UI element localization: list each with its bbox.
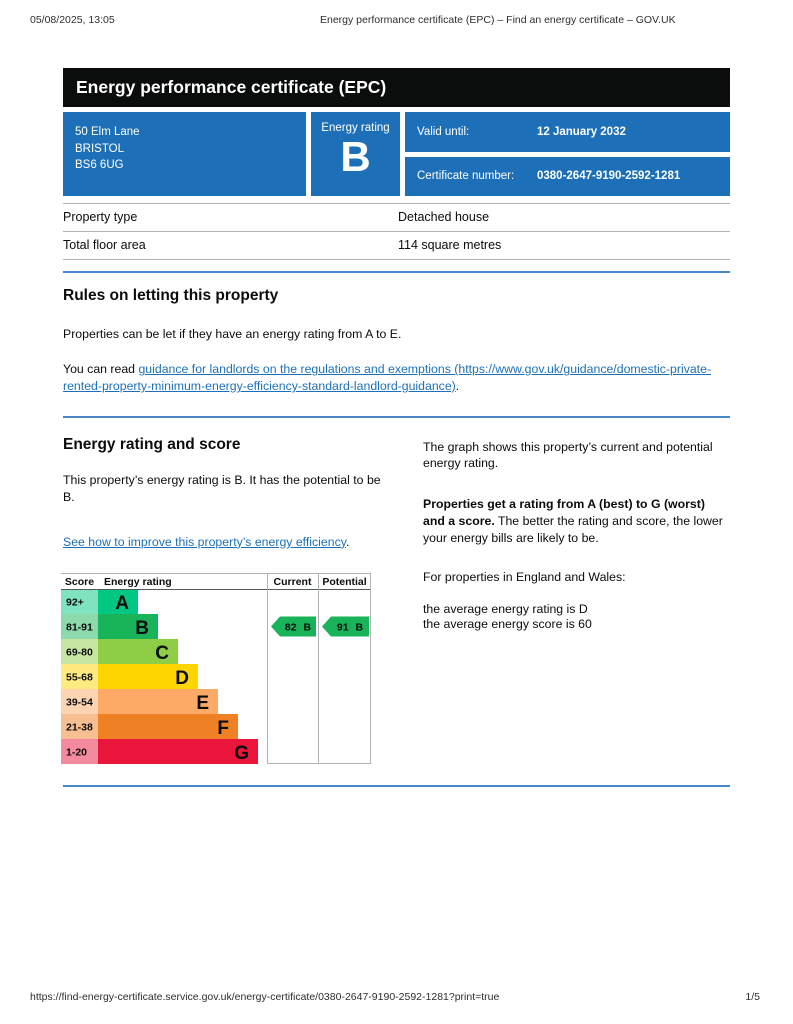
certificate-number-box — [405, 157, 730, 197]
floor-area-value: 114 square metres — [398, 238, 502, 252]
table-row — [63, 204, 730, 232]
certificate-summary — [63, 112, 730, 196]
energy-rating-value: B — [340, 133, 371, 180]
page-title-banner — [63, 68, 730, 107]
score-range-label: 92+ — [66, 596, 84, 608]
rating-explainer-para — [423, 496, 730, 546]
rating-left-column — [63, 436, 393, 769]
letting-rules-heading: Rules on letting this property — [63, 287, 279, 304]
potential-rating-value: 91 B — [336, 620, 364, 633]
validity-column — [405, 112, 730, 196]
energy-rating-label: Energy rating — [321, 122, 390, 134]
print-page-number: 1/5 — [745, 991, 760, 1003]
energy-rating-box — [311, 112, 400, 196]
property-type-value: Detached house — [398, 210, 490, 224]
band-letter-b: B — [135, 617, 149, 639]
rating-section-heading: Energy rating and score — [63, 435, 241, 453]
property-details-table — [63, 203, 730, 260]
rating-summary-para: This property’s energy rating is B. It has the potential to be B. — [63, 473, 381, 505]
print-url: https://find-energy-certificate.service.gov.uk/energy-certificate/0380-2647-9190-2592-1281?print=true — [30, 991, 500, 1003]
score-range-label: 1-20 — [66, 746, 88, 758]
letting-rules-para: Properties can be let if they have an energy rating from A to E. — [63, 326, 402, 341]
chart-column-header: Score — [64, 575, 95, 588]
valid-until-label: Valid until: — [417, 125, 470, 138]
letting-guidance-prefix: You can read — [63, 362, 139, 377]
average-rating-line: the average energy rating is D — [423, 602, 588, 617]
certificate-number-label: Certificate number: — [417, 170, 515, 183]
chart-column-header: Potential — [322, 575, 367, 588]
certificate-number-value: 0380-2647-9190-2592-1281 — [537, 170, 681, 183]
band-letter-e: E — [196, 692, 209, 714]
property-address-box — [63, 112, 306, 196]
band-letter-a: A — [115, 592, 129, 614]
improve-efficiency-link[interactable]: See how to improve this property’s energy efficiency — [63, 534, 346, 549]
rating-explainer-bold: Properties get a rating from A (best) to G (worst) and a score. — [423, 497, 705, 528]
address-line-1: 50 Elm Lane — [75, 126, 140, 138]
score-range-label: 55-68 — [66, 671, 93, 683]
address-line-3: BS6 6UG — [75, 159, 124, 172]
band-bar-b — [98, 614, 158, 639]
print-datetime: 05/08/2025, 13:05 — [30, 14, 115, 26]
score-range-label: 21-38 — [66, 721, 93, 733]
valid-until-value: 12 January 2032 — [537, 125, 626, 138]
floor-area-label: Total floor area — [63, 238, 146, 252]
epc-rating-chart — [61, 573, 371, 764]
landlord-guidance-link[interactable]: guidance for landlords on the regulations and exemptions (https://www.gov.uk/guidance/domestic-private-rented-property-minimum-energy-efficiency-standard-landlord-guidance) — [63, 362, 712, 394]
epc-chart-container — [61, 573, 393, 769]
address-line-2: BRISTOL — [75, 142, 124, 155]
averages-list — [423, 602, 730, 633]
letting-guidance-para — [63, 361, 730, 394]
rating-explainer-rest: The better the rating and score, the lower your energy bills are likely to be. — [423, 513, 723, 545]
rating-right-column — [423, 436, 730, 769]
chart-column-header: Current — [273, 575, 312, 588]
score-range-label: 69-80 — [66, 646, 93, 658]
average-score-line: the average energy score is 60 — [423, 617, 592, 632]
band-letter-c: C — [155, 642, 169, 664]
score-range-label: 39-54 — [66, 696, 93, 708]
certificate-page — [63, 68, 730, 787]
current-rating-value: 82 B — [284, 620, 312, 633]
england-wales-para: For properties in England and Wales: — [423, 570, 626, 585]
section-divider — [63, 416, 730, 418]
section-divider — [63, 271, 730, 273]
letting-guidance-suffix: . — [455, 379, 460, 394]
property-type-label: Property type — [63, 210, 138, 224]
graph-description-para: The graph shows this property’s current and potential energy rating. — [423, 439, 713, 471]
chart-column-header: Energy rating — [104, 575, 172, 588]
energy-rating-section — [63, 436, 730, 769]
table-row — [63, 232, 730, 260]
band-letter-f: F — [217, 717, 229, 739]
section-divider — [63, 785, 730, 787]
improve-efficiency-suffix: . — [345, 534, 350, 549]
band-letter-g: G — [234, 742, 249, 764]
score-range-label: 81-91 — [66, 621, 93, 633]
print-document-title: Energy performance certificate (EPC) – Find an energy certificate – GOV.UK — [320, 14, 676, 26]
valid-until-box — [405, 112, 730, 152]
improve-efficiency-para — [63, 534, 393, 551]
page-title: Energy performance certificate (EPC) — [76, 77, 387, 97]
band-letter-d: D — [175, 667, 189, 689]
